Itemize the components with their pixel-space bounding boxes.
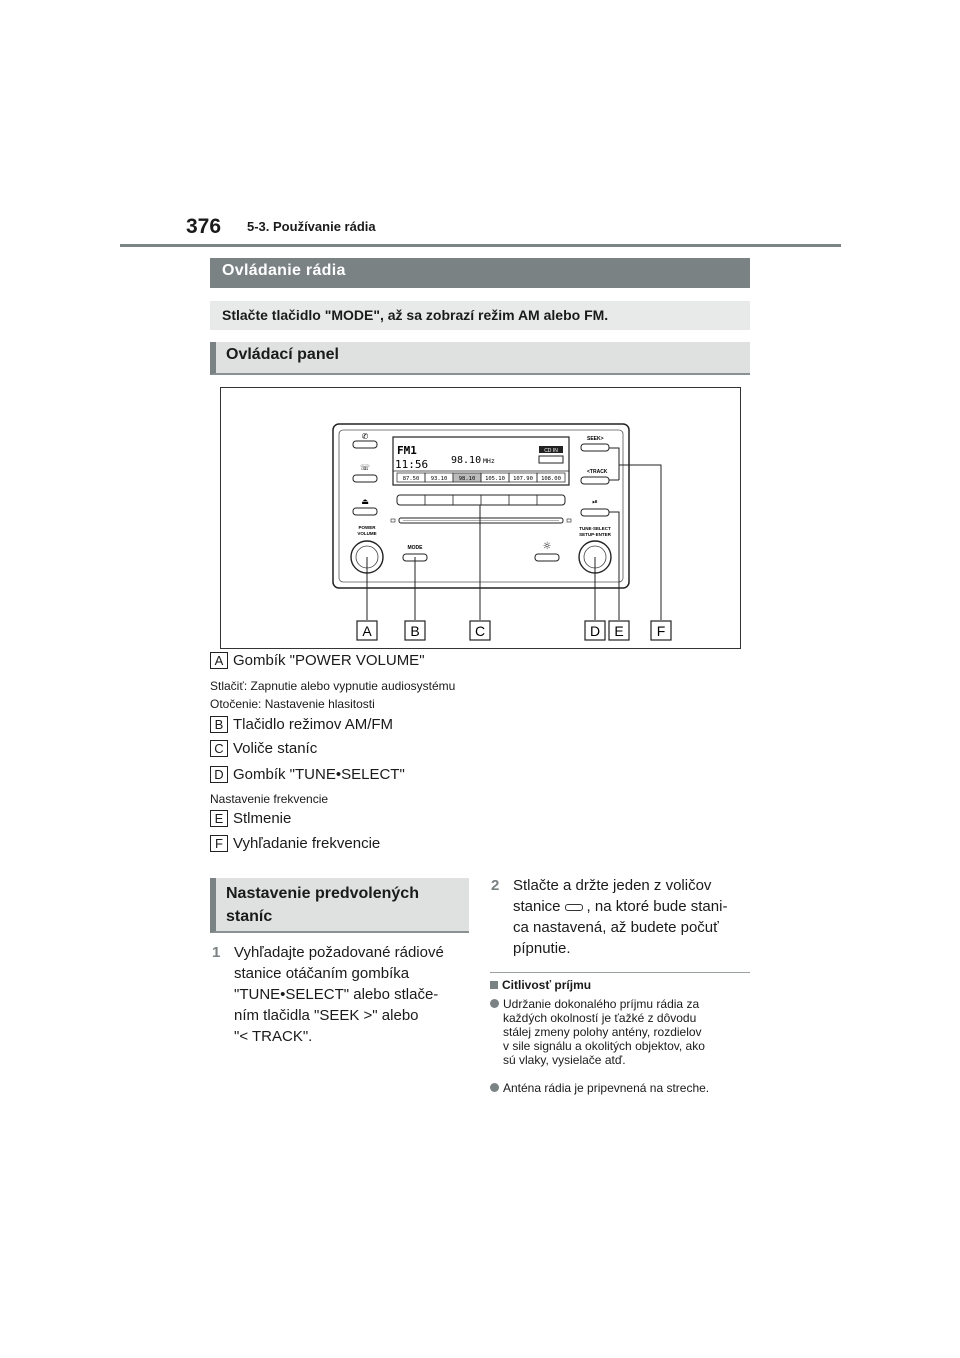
legend-label-f: Vyhľadanie frekvencie: [233, 835, 381, 852]
step-2-line: pípnutie.: [513, 940, 571, 957]
legend-letter-e: E: [210, 810, 228, 827]
power-label: POWER: [358, 525, 376, 530]
svg-text:☏: ☏: [359, 463, 371, 472]
leader-lines: [367, 448, 661, 620]
step-2-text: [513, 875, 727, 959]
play-pause-icon: ⏯: [592, 498, 598, 506]
note-line: v sile signálu a okolitých objektov, ako: [503, 1039, 705, 1053]
preset-cells: [397, 473, 565, 482]
square-bullet-icon: [490, 981, 498, 989]
callout-boxes: [357, 621, 671, 640]
bullet-icon: [490, 1083, 499, 1092]
note-line: sú vlaky, vysielače atď.: [503, 1053, 626, 1067]
display-time: 11:56: [395, 458, 429, 471]
callout-letter-b: B: [410, 623, 420, 639]
note-heading-text: Citlivosť príjmu: [502, 978, 592, 992]
header-rule: [120, 244, 841, 247]
radio-panel-figure: [220, 387, 741, 649]
preset-frequency: 107.90: [513, 476, 533, 482]
note-item-1: [490, 997, 752, 1069]
step-1: [212, 942, 472, 1052]
cd-slot-right-mark: [567, 519, 571, 522]
display-unit: MHz: [483, 457, 495, 465]
volume-label: VOLUME: [357, 531, 377, 536]
display-frequency: 98.10: [451, 455, 482, 466]
step-2-line: [513, 896, 727, 917]
note-line: Udržanie dokonalého príjmu rádia za: [503, 997, 700, 1011]
step-2-line2b: , na ktoré bude stani-: [586, 898, 728, 915]
preset-heading: [210, 878, 469, 933]
step-2-line: Stlačte a držte jeden z voličov: [513, 877, 712, 894]
legend-letter-c: C: [210, 740, 228, 757]
legend-letter-d: D: [210, 766, 228, 783]
step-1-line: "TUNE•SELECT" alebo stlače-: [234, 986, 439, 1003]
preset-frequency: 98.10: [458, 476, 476, 482]
legend-letter-f: F: [210, 835, 228, 852]
legend-item-f: [210, 835, 380, 852]
step-1-line: Vyhľadajte požadované rádiové: [234, 944, 444, 961]
note-rule: [490, 972, 750, 973]
track-label: <TRACK: [587, 469, 608, 475]
step-1-line: stanice otáčaním gombíka: [234, 965, 410, 982]
call-button: [353, 432, 377, 448]
seek-button: [581, 444, 609, 451]
legend-note-d: Nastavenie frekvencie: [210, 792, 329, 806]
step-2: [491, 875, 751, 965]
legend-item-e: [210, 810, 291, 827]
legend-letter-a: A: [210, 652, 228, 669]
legend-item-d: [210, 766, 405, 783]
callout-letter-d: D: [589, 623, 601, 639]
step-2-line: ca nastavená, až budete počuť: [513, 919, 719, 936]
tune-select-label: TUNE·SELECT: [579, 526, 611, 531]
note-item-2-text: Anténa rádia je pripevnená na streche.: [503, 1081, 710, 1095]
radio-bezel: [333, 424, 629, 588]
radio-inner-bezel: [339, 430, 623, 582]
callout-letter-c: C: [474, 623, 486, 639]
seek-label: SEEK>: [587, 436, 604, 442]
play-pause-button: [581, 509, 609, 516]
preset-button-icon: [565, 904, 583, 911]
callout-letter-a: A: [362, 623, 372, 639]
legend-note-a2: Otočenie: Nastavenie hlasitosti: [210, 697, 375, 711]
brightness-button: [535, 554, 559, 561]
legend-item-c: [210, 740, 317, 757]
legend-label-c: Voliče staníc: [233, 740, 318, 757]
preset-frequency: 93.10: [430, 476, 448, 482]
preset-heading-line2: staníc: [226, 908, 273, 925]
preset-heading-line1: Nastavenie predvolených: [226, 885, 419, 902]
callout-letter-e: E: [614, 623, 624, 639]
callout-letter-f: F: [656, 623, 666, 639]
legend-item-b: [210, 716, 393, 733]
step-2-number: 2: [491, 877, 500, 894]
legend-label-b: Tlačidlo režimov AM/FM: [233, 716, 394, 733]
main-banner: Ovládanie rádia: [210, 258, 750, 288]
signal-indicator: [539, 456, 563, 463]
step-1-line: ním tlačidla "SEEK >" alebo: [234, 1007, 419, 1024]
svg-text:⏏: ⏏: [361, 497, 369, 506]
legend-label-e: Stlmenie: [233, 810, 292, 827]
legend-label-a: Gombík "POWER VOLUME": [233, 652, 425, 669]
preset-frequency: 108.00: [541, 476, 561, 482]
preset-frequency: 87.50: [402, 476, 420, 482]
radio-panel-illustration: [221, 388, 742, 650]
track-button: [581, 477, 609, 484]
note-item-1-text: [503, 997, 705, 1067]
eject-button: [353, 497, 377, 515]
cd-in-text: CD IN: [544, 448, 558, 454]
cd-slot-left-mark: [391, 519, 395, 522]
hangup-button: [353, 463, 377, 482]
note-item-2: [490, 1081, 752, 1097]
instruction-box: Stlačte tlačidlo "MODE", až sa zobrazí režim AM alebo FM.: [210, 301, 750, 330]
step-1-number: 1: [212, 944, 221, 961]
preset-dividers: [425, 495, 537, 505]
legend-label-d: Gombík "TUNE•SELECT": [233, 766, 405, 783]
setup-enter-label: SETUP·ENTER: [579, 532, 611, 537]
panel-heading: Ovládací panel: [210, 342, 750, 375]
legend-note-a1: Stlačiť: Zapnutie alebo vypnutie audiosystému: [210, 679, 456, 693]
legend-item-a: [210, 652, 425, 669]
brightness-icon: ☼: [542, 541, 552, 552]
section-title: 5-3. Používanie rádia: [247, 219, 376, 234]
display-band: FM1: [397, 444, 417, 457]
mode-label: MODE: [407, 545, 423, 551]
svg-text:✆: ✆: [361, 432, 369, 441]
legend-letter-b: B: [210, 716, 228, 733]
note-line: stálej zmeny polohy antény, rozdielov: [503, 1025, 702, 1039]
step-2-line2a: stanice: [513, 898, 561, 915]
bullet-icon: [490, 999, 499, 1008]
note-heading: [490, 978, 591, 992]
note-line: každých okolností je ťažké z dôvodu: [503, 1011, 697, 1025]
page-number: 376: [186, 215, 222, 238]
step-1-text: [234, 942, 444, 1047]
preset-frequency: 105.10: [485, 476, 505, 482]
step-1-line: "< TRACK".: [234, 1028, 313, 1045]
